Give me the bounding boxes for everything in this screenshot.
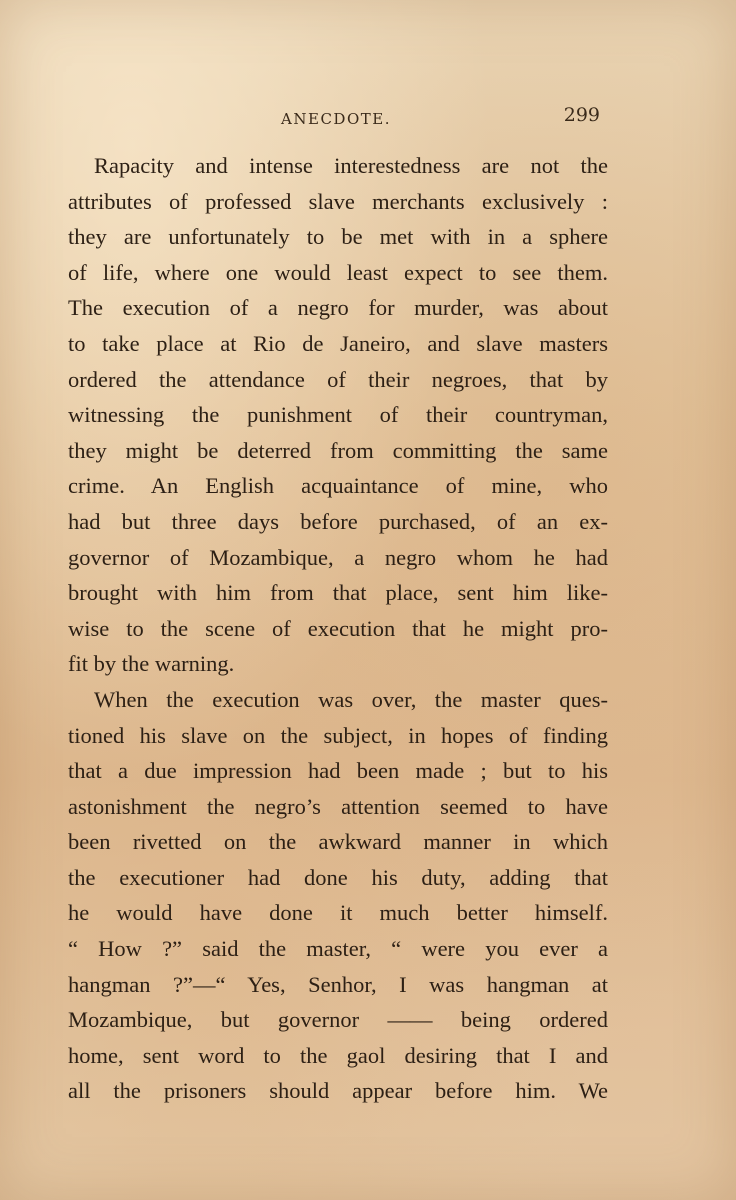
text-line: governor of Mozambique, a negro whom he had — [68, 544, 608, 570]
text-line: The execution of a negro for murder, was about — [68, 295, 608, 321]
text-line: Mozambique, but governor —— being ordered — [68, 1007, 608, 1033]
text-line: all the prisoners should appear before him. We — [68, 1078, 608, 1104]
text-line: been rivetted on the awkward manner in which — [68, 829, 608, 855]
text-line: ordered the attendance of their negroes, that by — [68, 366, 608, 392]
body-text — [68, 148, 608, 1109]
text-line: When the execution was over, the master ques- — [94, 686, 608, 712]
text-line: home, sent word to the gaol desiring that I and — [68, 1042, 608, 1068]
page-number: 299 — [563, 104, 600, 126]
text-line: they are unfortunately to be met with in a sphere — [68, 224, 608, 250]
text-line: crime. An English acquaintance of mine, who — [68, 473, 608, 499]
text-line: brought with him from that place, sent him like- — [68, 580, 608, 606]
text-line: they might be deterred from committing the same — [68, 437, 608, 463]
text-line: attributes of professed slave merchants exclusively : — [68, 188, 608, 214]
text-line: of life, where one would least expect to see them. — [68, 259, 608, 285]
text-line: astonishment the negro’s attention seemed to have — [68, 793, 608, 819]
text-line: the executioner had done his duty, adding that — [68, 864, 608, 890]
running-title: ANECDOTE. — [281, 110, 391, 128]
text-line: tioned his slave on the subject, in hopes of finding — [68, 722, 608, 748]
text-line: that a due impression had been made ; but to his — [68, 758, 608, 784]
running-header — [66, 104, 606, 134]
text-line: witnessing the punishment of their countryman, — [68, 402, 608, 428]
text-line: hangman ?”—“ Yes, Senhor, I was hangman at — [68, 971, 608, 997]
text-line: “ How ?” said the master, “ were you ever a — [68, 936, 608, 962]
text-line: fit by the warning. — [68, 651, 235, 677]
text-line: Rapacity and intense interestedness are not the — [94, 153, 608, 178]
text-line: he would have done it much better himself. — [68, 900, 608, 926]
text-line: had but three days before purchased, of an ex- — [68, 508, 608, 534]
text-line: to take place at Rio de Janeiro, and slave masters — [68, 330, 608, 356]
text-line: wise to the scene of execution that he might pro- — [68, 615, 608, 641]
